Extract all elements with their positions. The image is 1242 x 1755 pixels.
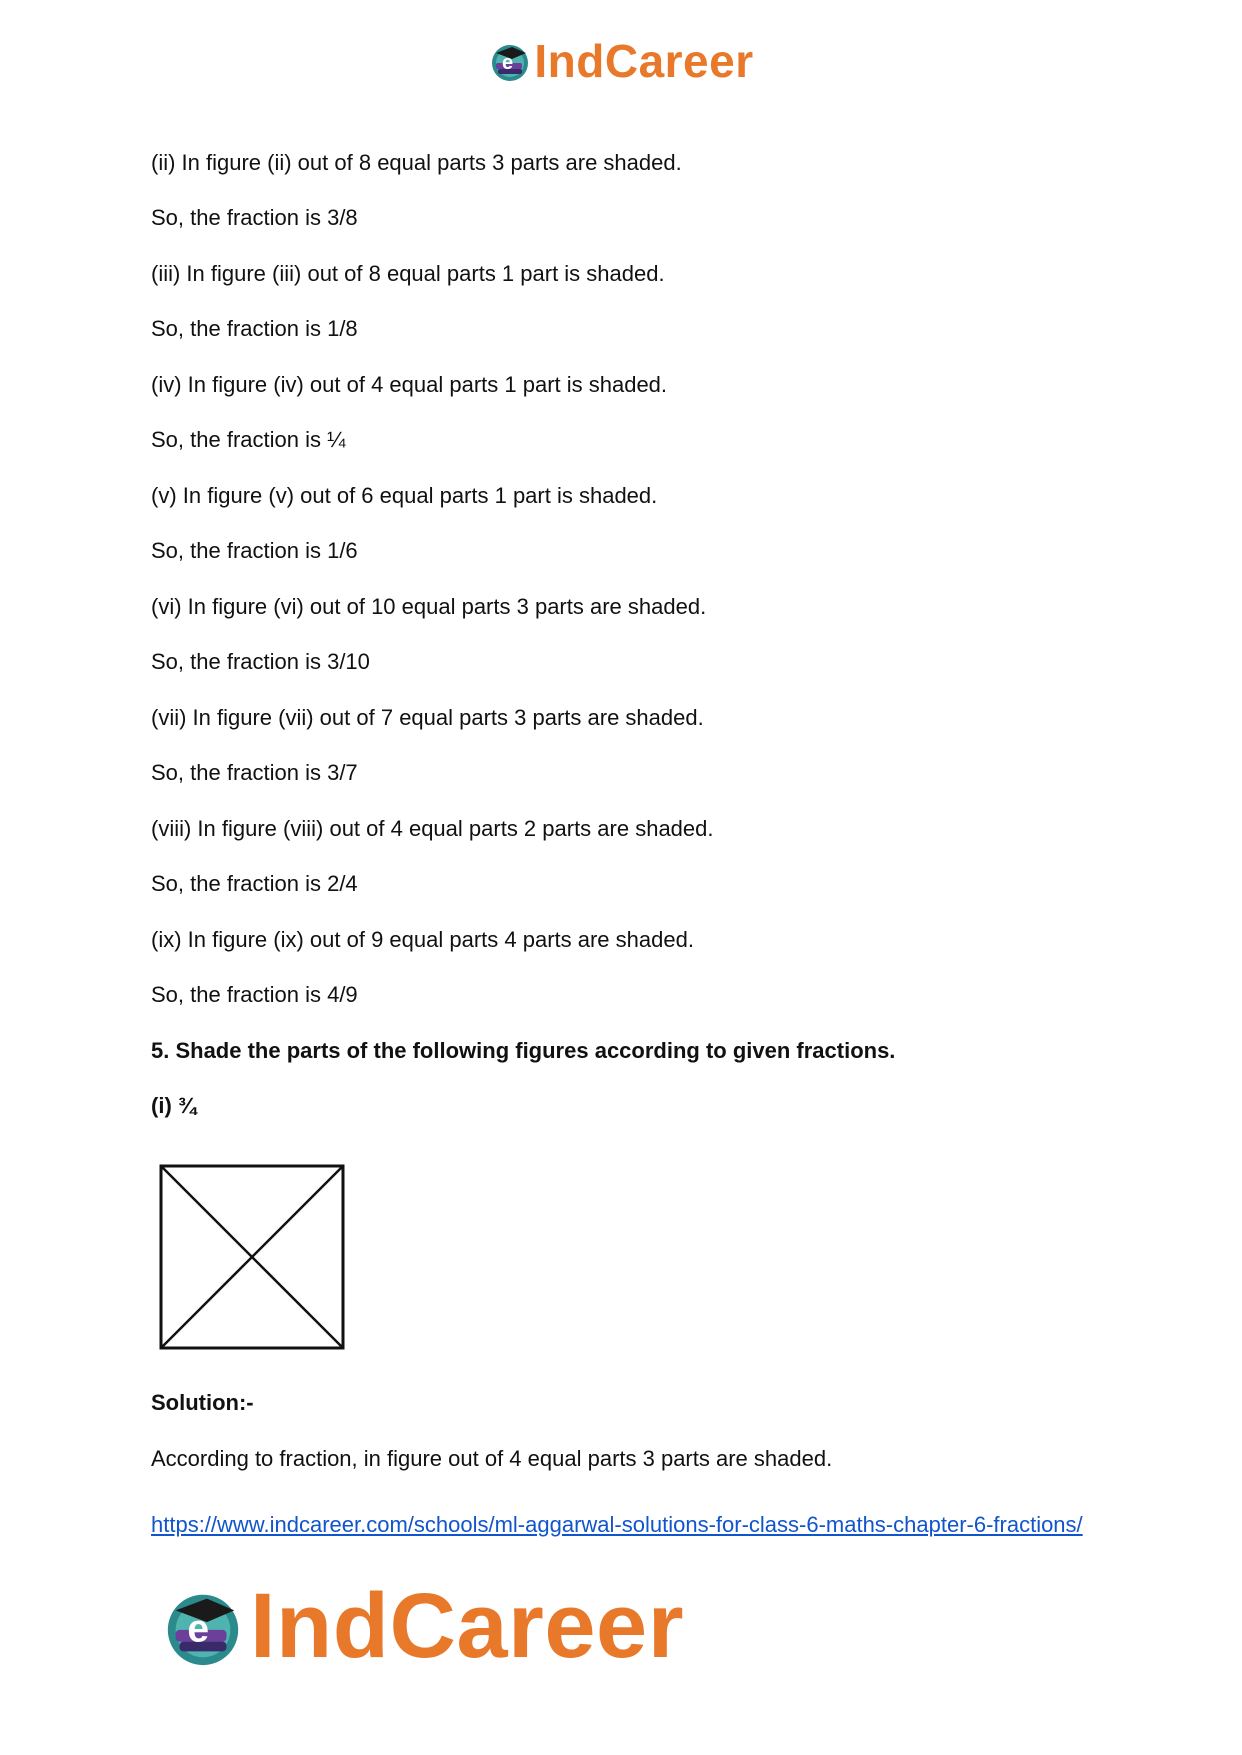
subpart-label: (i) ¾: [151, 1093, 197, 1118]
answer-line: So, the fraction is 1/6: [151, 538, 358, 563]
answer-line: So, the fraction is ¼: [151, 427, 346, 452]
question-heading: 5. Shade the parts of the following figures according to given fractions.: [151, 1038, 896, 1063]
brand-logo-text: IndCareer: [534, 35, 754, 87]
svg-text:e: e: [502, 52, 514, 74]
answer-line: (iv) In figure (iv) out of 4 equal parts 1 part is shaded.: [151, 372, 668, 397]
svg-text:e: e: [187, 1607, 210, 1651]
solution-label: Solution:-: [151, 1390, 254, 1415]
answer-line: (v) In figure (v) out of 6 equal parts 1 part is shaded.: [151, 483, 658, 508]
answer-line: So, the fraction is 2/4: [151, 871, 358, 896]
answer-line: (iii) In figure (iii) out of 8 equal parts 1 part is shaded.: [151, 261, 665, 286]
graduation-book-icon: [160, 1583, 246, 1669]
brand-logo-text: IndCareer: [250, 1575, 684, 1677]
answer-line: (ix) In figure (ix) out of 9 equal parts 4 parts are shaded.: [151, 927, 694, 952]
source-link[interactable]: https://www.indcareer.com/schools/ml-aggarwal-solutions-for-class-6-maths-chapter-6-fractions/: [151, 1512, 1083, 1537]
answer-line: (viii) In figure (viii) out of 4 equal parts 2 parts are shaded.: [151, 816, 714, 841]
answer-line: So, the fraction is 3/10: [151, 649, 370, 674]
answer-line: (ii) In figure (ii) out of 8 equal parts 3 parts are shaded.: [151, 150, 682, 175]
answer-line: (vi) In figure (vi) out of 10 equal parts 3 parts are shaded.: [151, 594, 707, 619]
answer-line: So, the fraction is 1/8: [151, 316, 358, 341]
footer-logo: [160, 1575, 684, 1677]
answer-line: So, the fraction is 3/7: [151, 760, 358, 785]
answer-line: So, the fraction is 4/9: [151, 982, 358, 1007]
square-diagonals-figure: [155, 1160, 349, 1354]
graduation-book-icon: [488, 39, 532, 83]
answer-line: (vii) In figure (vii) out of 7 equal parts 3 parts are shaded.: [151, 705, 704, 730]
header-logo: [0, 35, 1242, 87]
answer-line: So, the fraction is 3/8: [151, 205, 358, 230]
solution-text: According to fraction, in figure out of 4 equal parts 3 parts are shaded.: [151, 1446, 833, 1471]
